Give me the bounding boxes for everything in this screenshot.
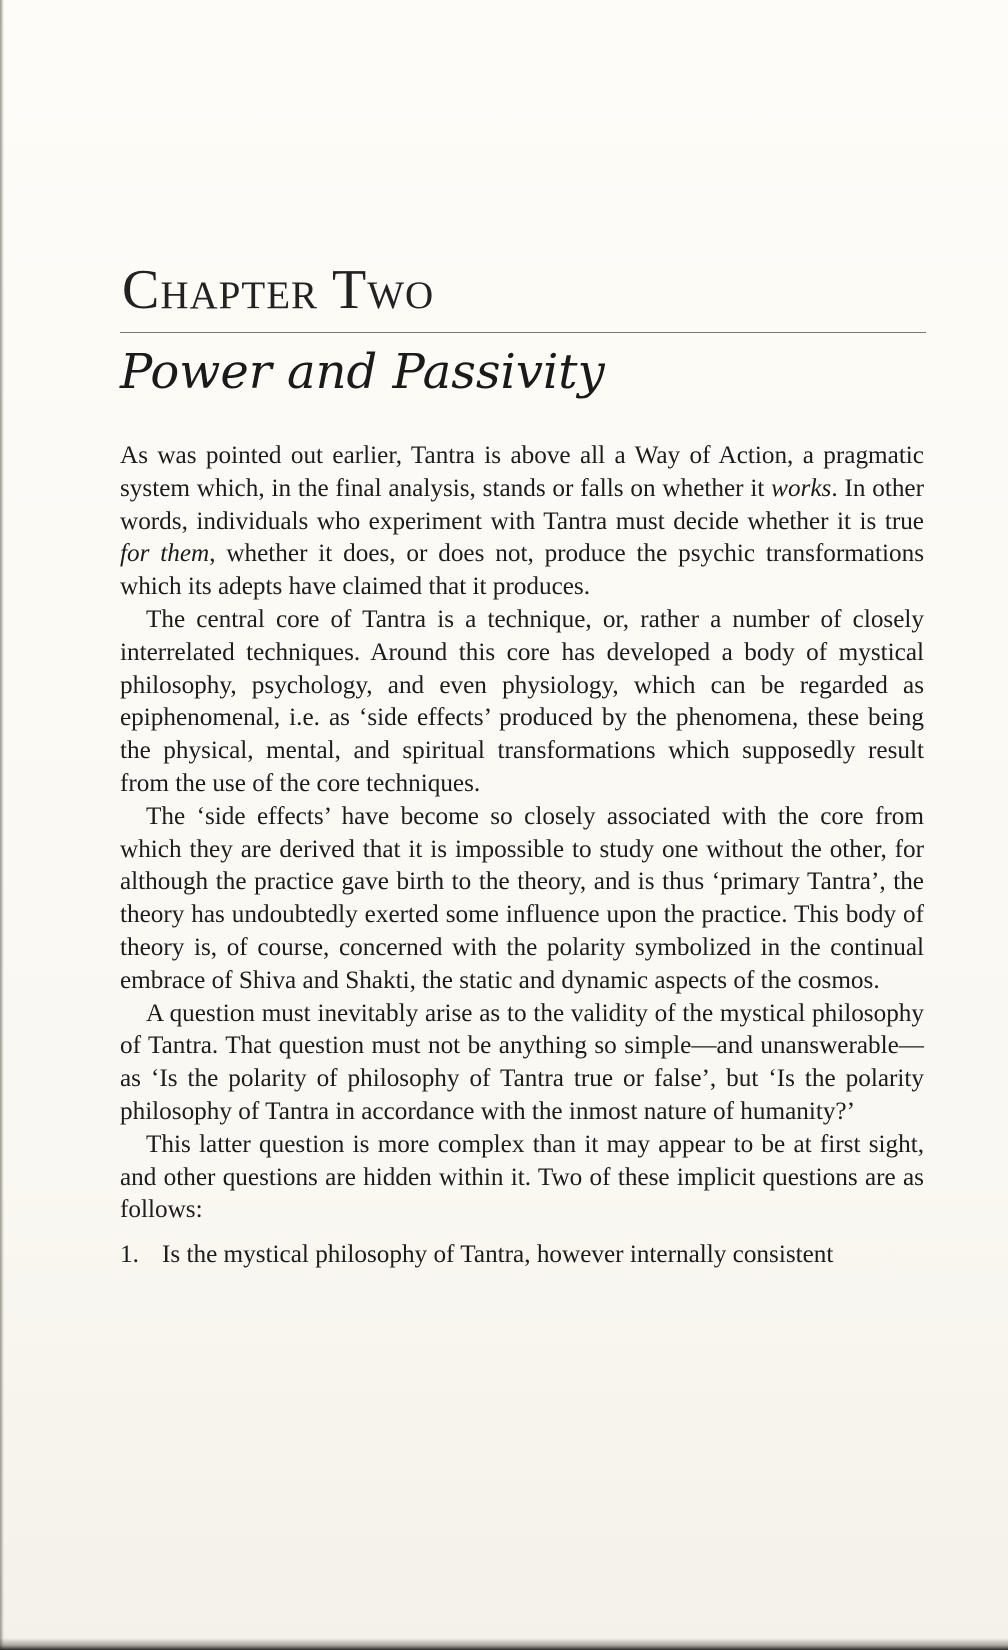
page-bottom-edge-shadow	[0, 1638, 1008, 1650]
chapter-title: Power and Passivity	[120, 344, 605, 400]
page-left-edge-shadow	[0, 0, 4, 1650]
paragraph-text: As was pointed out earlier, Tantra is above all a Way of Action, a pragmatic system which, in the final analysis, stands or falls on whether it	[120, 442, 924, 502]
chapter-label: Chapter Two	[122, 259, 435, 321]
numbered-list-item	[120, 1239, 924, 1272]
paragraph	[120, 1129, 924, 1227]
paragraph	[120, 440, 924, 604]
chapter-divider	[120, 332, 926, 333]
italic-text: for them	[120, 540, 210, 568]
list-item-number: 1.	[120, 1241, 139, 1269]
list-item-text: Is the mystical philosophy of Tantra, however internally consistent	[162, 1241, 834, 1269]
paragraph-text: The central core of Tantra is a technique, or, rather a number of closely interrelated techniques. Around this core has developed a body of mystical philosophy, psychology, and even physiology, which can be regarded as epiphenomenal, i.e. as ‘side effects’ produced by the phenomena, these being the physical, mental, and spiritual transformations which supposedly result from the use of the core techniques.	[120, 605, 924, 797]
chapter-body	[120, 440, 924, 1272]
paragraph-text: . In other words, individuals who experiment with Tantra must decide whether it is true	[120, 474, 924, 535]
paragraph-text: This latter question is more complex than it may appear to be at first sight, and other questions are hidden within it. Two of these implicit questions are as follows:	[120, 1130, 924, 1224]
paragraph	[120, 604, 924, 801]
paragraph-text: The ‘side effects’ have become so closely associated with the core from which they are derived that it is impossible to study one without the other, for although the practice gave birth to the theory, and is thus ‘primary Tantra’, the theory has undoubtedly exerted some influence upon the practice. This body of theory is, of course, concerned with the polarity symbolized in the continual embrace of Shiva and Shakti, the static and dynamic aspects of the cosmos.	[120, 802, 924, 994]
paragraph-text: , whether it does, or does not, produce the psychic transformations which its adepts have claimed that it produces.	[120, 540, 925, 601]
italic-text: works	[771, 474, 832, 502]
paragraph	[120, 998, 924, 1129]
paragraph	[120, 801, 924, 998]
paragraph-text: A question must inevitably arise as to the validity of the mystical philosophy of Tantra. That question must not be anything so simple—and unanswerable—as ‘Is the polarity of philosophy of Tantra true or false’, but ‘Is the polarity philosophy of Tantra in accordance with the inmost nature of humanity?’	[120, 999, 924, 1125]
